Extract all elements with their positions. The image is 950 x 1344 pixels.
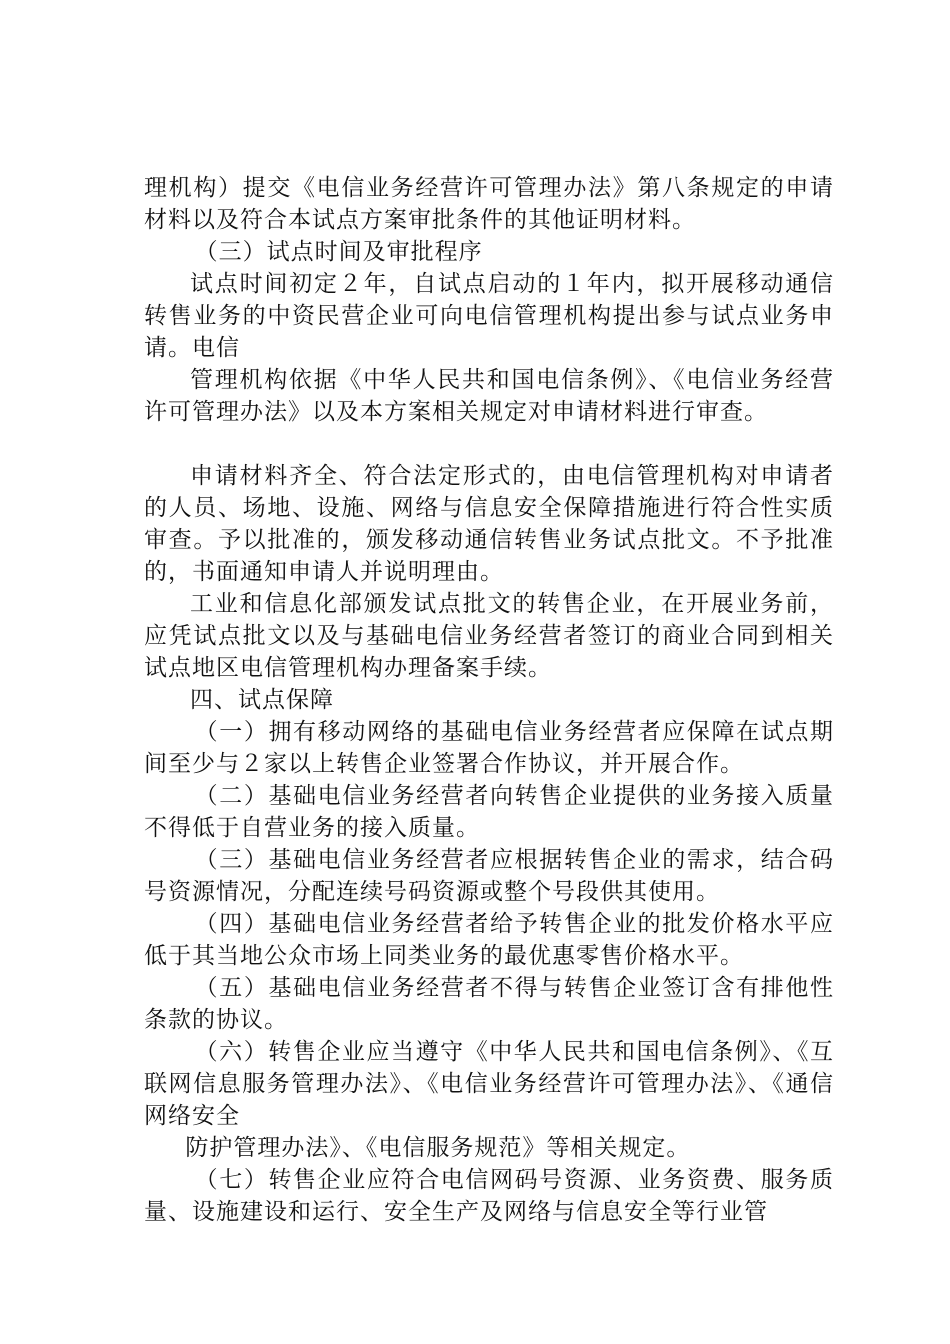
section-heading-3: （三）试点时间及审批程序	[194, 239, 483, 265]
section-heading-4: 四、试点保障	[190, 687, 334, 713]
item-4: （四）基础电信业务经营者给予转售企业的批发价格水平应低于其当地公众市场上同类业务的最优惠零售价格水平。	[144, 911, 834, 969]
paragraph-1: 理机构）提交《电信业务经营许可管理办法》第八条规定的申请材料以及符合本试点方案审批条件的其他证明材料。	[144, 175, 834, 233]
paragraph-3: 管理机构依据《中华人民共和国电信条例》、《电信业务经营许可管理办法》以及本方案相关规定对申请材料进行审查。	[144, 367, 834, 425]
paragraph-2: 试点时间初定２年，自试点启动的１年内，拟开展移动通信转售业务的中资民营企业可向电信管理机构提出参与试点业务申请。电信	[144, 271, 834, 361]
item-7: （七）转售企业应符合电信网码号资源、业务资费、服务质量、设施建设和运行、安全生产及网络与信息安全等行业管	[144, 1167, 834, 1225]
item-5: （五）基础电信业务经营者不得与转售企业签订含有排他性条款的协议。	[144, 975, 834, 1033]
paragraph-gap	[144, 428, 834, 460]
document-body	[144, 172, 834, 1228]
item-1: （一）拥有移动网络的基础电信业务经营者应保障在试点期间至少与２家以上转售企业签署合作协议，并开展合作。	[144, 719, 834, 777]
item-6: （六）转售企业应当遵守《中华人民共和国电信条例》、《互联网信息服务管理办法》、《电信业务经营许可管理办法》、《通信网络安全	[144, 1039, 834, 1129]
paragraph-4: 申请材料齐全、符合法定形式的，由电信管理机构对申请者的人员、场地、设施、网络与信息安全保障措施进行符合性实质审查。予以批准的，颁发移动通信转售业务试点批文。不予批准的，书面通知申请人并说明理由。	[144, 463, 834, 585]
paragraph-5: 工业和信息化部颁发试点批文的转售企业，在开展业务前，应凭试点批文以及与基础电信业务经营者签订的商业合同到相关试点地区电信管理机构办理备案手续。	[144, 591, 834, 681]
item-6-continued: 防护管理办法》、《电信服务规范》等相关规定。	[185, 1135, 691, 1161]
item-3: （三）基础电信业务经营者应根据转售企业的需求，结合码号资源情况，分配连续号码资源或整个号段供其使用。	[144, 847, 834, 905]
item-2: （二）基础电信业务经营者向转售企业提供的业务接入质量不得低于自营业务的接入质量。	[144, 783, 834, 841]
